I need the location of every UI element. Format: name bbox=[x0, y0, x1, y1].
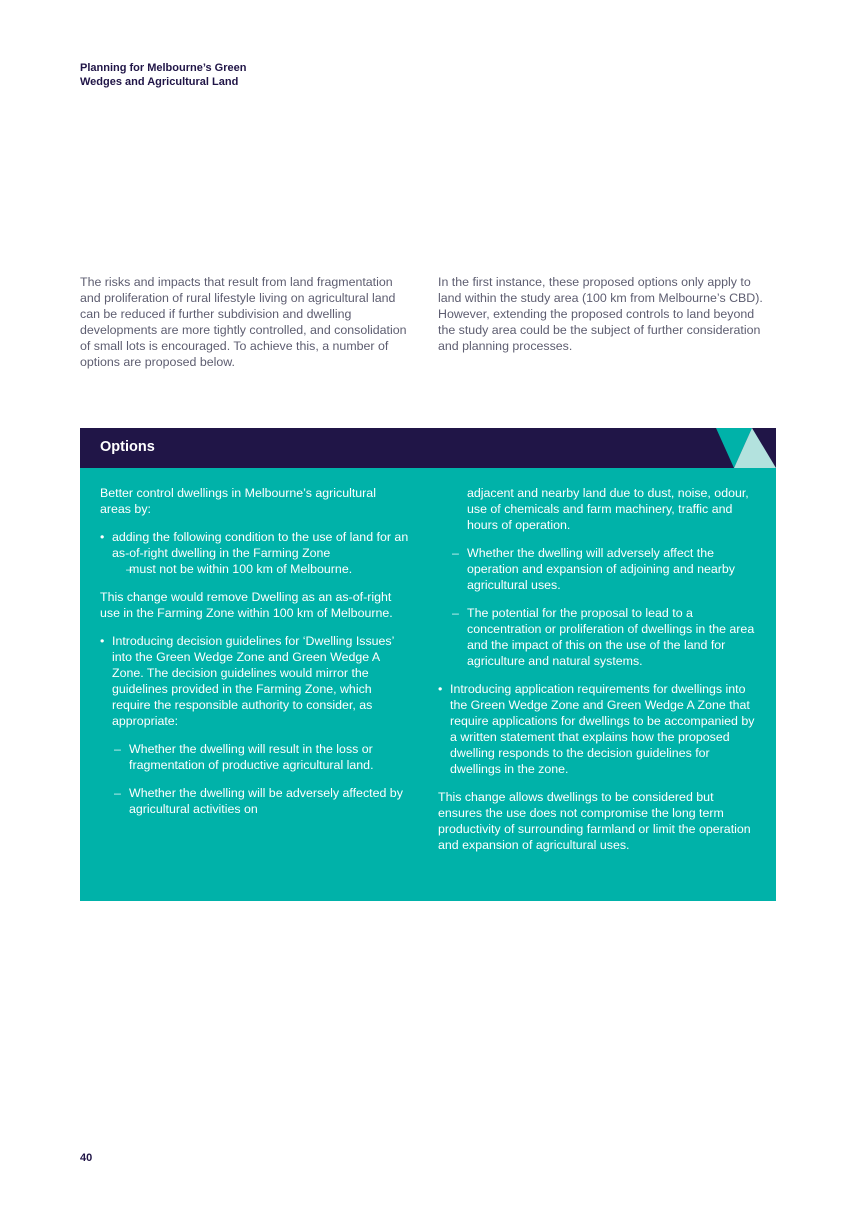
intro-right-column bbox=[438, 274, 774, 354]
option-bullet-1 bbox=[100, 529, 410, 577]
option-bullet-2 bbox=[100, 633, 410, 729]
options-list-1 bbox=[100, 529, 410, 577]
options-change-para-1: This change would remove Dwelling as an as-of-right use in the Farming Zone within 100 km of Melbourne. bbox=[100, 590, 393, 620]
option-bullet-1-dash bbox=[112, 561, 410, 577]
option-bullet-2-dash-4 bbox=[438, 605, 758, 669]
option-bullet-2-dash-3-text: Whether the dwelling will adversely affect the operation and expansion of adjoining and nearby agricultural uses. bbox=[467, 546, 735, 592]
options-list-3 bbox=[438, 485, 758, 777]
options-column-right bbox=[438, 485, 758, 865]
header-title-line2: Wedges and Agricultural Land bbox=[80, 76, 239, 88]
option-bullet-1-text: adding the following condition to the use of land for an as-of-right dwelling in the Farming Zone bbox=[112, 530, 409, 560]
option-bullet-3 bbox=[438, 681, 758, 777]
option-bullet-2-dash-4-text: The potential for the proposal to lead to a concentration or proliferation of dwellings in the area and the impact of this on the use of the land for agriculture and natural systems. bbox=[467, 606, 755, 668]
corner-triangle-icon bbox=[716, 428, 776, 468]
option-bullet-2-text: Introducing decision guidelines for ‘Dwelling Issues’ into the Green Wedge Zone and Green Wedge A Zone. The decision guidelines would mirror the guidelines provided in the Farming Zone, which require the responsible authority to consider, as appropriate: bbox=[112, 634, 394, 728]
option-bullet-2-dash-2-text: Whether the dwelling will be adversely affected by agricultural activities on bbox=[129, 786, 403, 816]
options-lead: Better control dwellings in Melbourne’s agricultural areas by: bbox=[100, 486, 376, 516]
options-change-para-2: This change allows dwellings to be considered but ensures the use does not compromise the long term productivity of surrounding farmland or limit the operation and expansion of agricultural uses. bbox=[438, 790, 751, 852]
options-header-bar bbox=[80, 428, 776, 468]
option-bullet-2-dash-1 bbox=[100, 741, 410, 773]
running-header bbox=[80, 61, 300, 89]
options-box bbox=[80, 428, 776, 901]
option-bullet-2-dash-2-cont-text: adjacent and nearby land due to dust, noise, odour, use of chemicals and farm machinery, traffic and hours of operation. bbox=[467, 486, 749, 532]
option-bullet-2-dash-3 bbox=[438, 545, 758, 593]
option-bullet-2-dash-2-continued bbox=[438, 485, 758, 533]
options-column-left bbox=[100, 485, 410, 829]
option-bullet-3-text: Introducing application requirements for dwellings into the Green Wedge Zone and Green Wedge A Zone that require applications for dwellings to be accompanied by a written statement that explains how the proposed dwelling responds to the decision guidelines for dwellings in the zone. bbox=[450, 682, 755, 776]
options-title: Options bbox=[100, 439, 155, 455]
page-number: 40 bbox=[80, 1152, 93, 1164]
option-bullet-2-dash-2 bbox=[100, 785, 410, 817]
option-bullet-1-dash-text: must not be within 100 km of Melbourne. bbox=[129, 562, 353, 576]
intro-right-paragraph: In the first instance, these proposed options only apply to land within the study area (100 km from Melbourne’s CBD). However, extending the proposed controls to land beyond the study area could be the subject of further consideration and planning processes. bbox=[438, 275, 763, 353]
intro-left-paragraph: The risks and impacts that result from land fragmentation and proliferation of rural lifestyle living on agricultural land can be reduced if further subdivision and dwelling developments are more tightly controlled, and consolidation of small lots is encouraged. To achieve this, a number of options are proposed below. bbox=[80, 275, 407, 369]
header-title-line1: Planning for Melbourne’s Green bbox=[80, 62, 247, 74]
option-bullet-1-sublist bbox=[112, 561, 410, 577]
options-list-2 bbox=[100, 633, 410, 817]
intro-left-column bbox=[80, 274, 410, 370]
option-bullet-2-dash-1-text: Whether the dwelling will result in the loss or fragmentation of productive agricultural land. bbox=[129, 742, 374, 772]
